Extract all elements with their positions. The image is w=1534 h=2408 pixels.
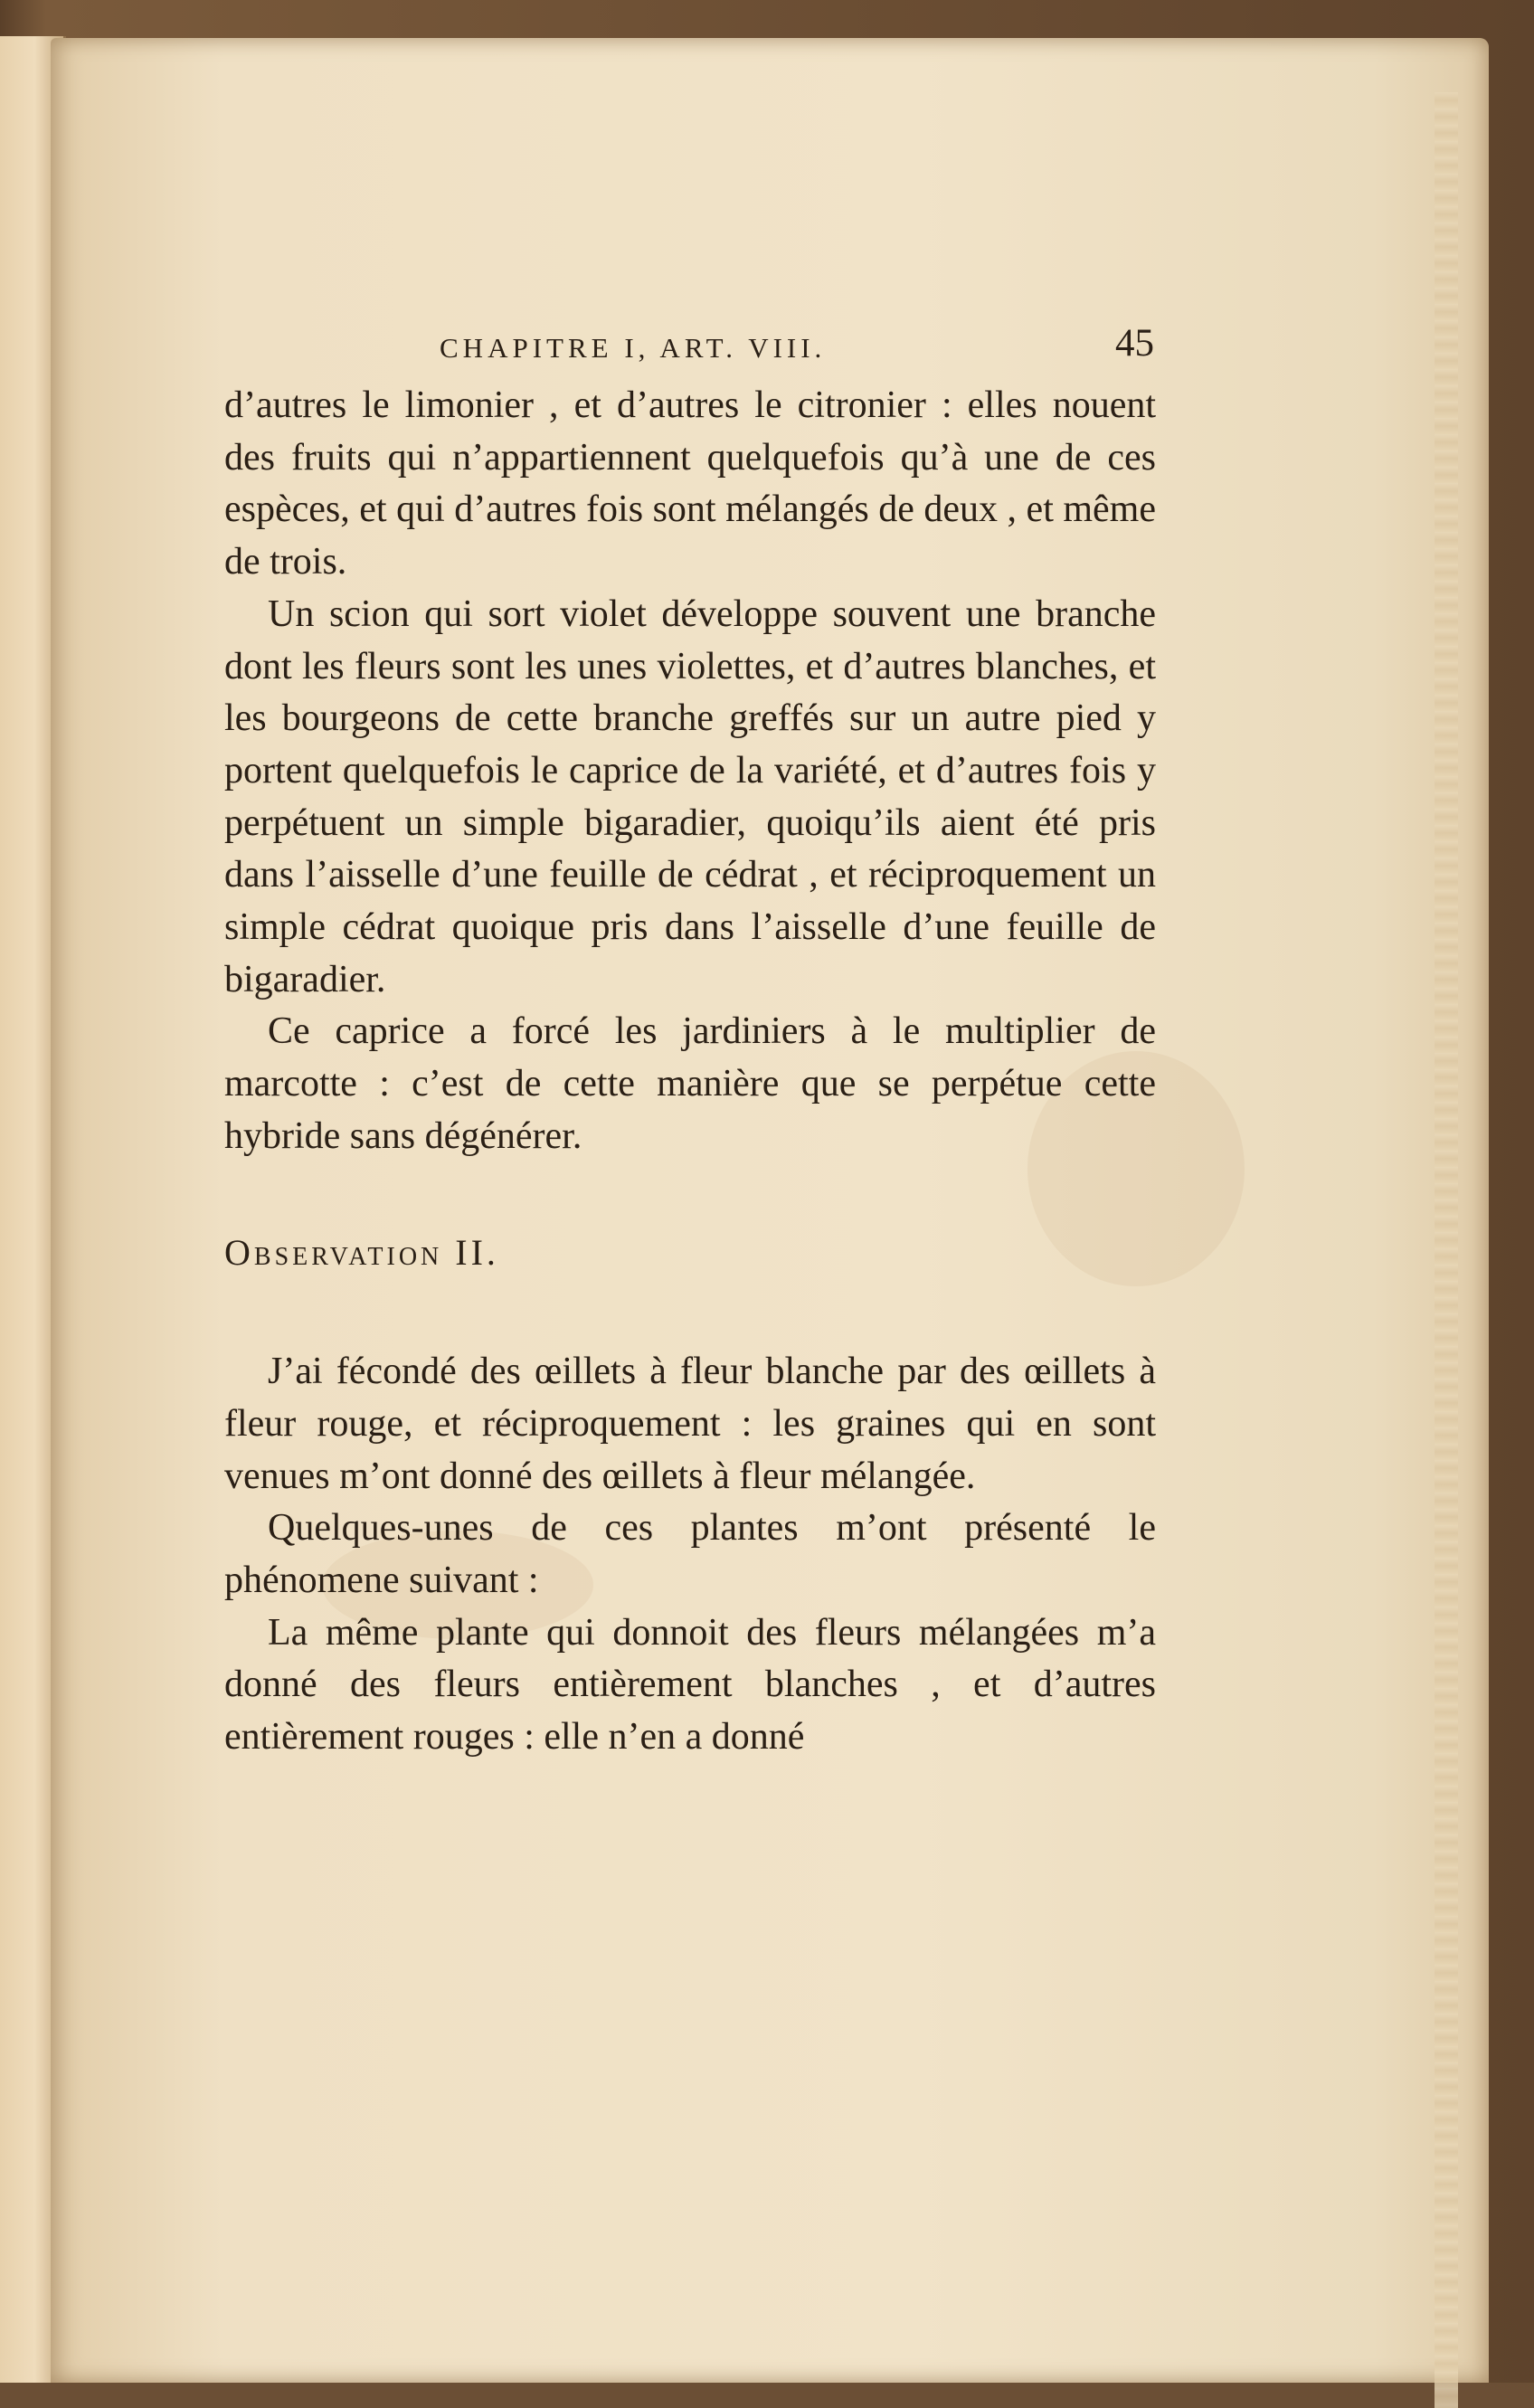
paragraph: J’ai fécondé des œillets à fleur blanche par des œillets à fleur rouge, et réciproquement : les graines qui en sont venues m’ont donné des œillets à fleur mélangée. [224, 1351, 1156, 1497]
paragraph: d’autres le limonier , et d’autres le citronier : elles nouent des fruits qui n’appartiennent quelquefois qu’à une de ces espèces, et qui d’autres fois sont mélangés de deux , et même de trois. [224, 384, 1156, 583]
paragraph: Quelques-unes de ces plantes m’ont présenté le phénomene suivant : [224, 1507, 1156, 1602]
paragraph: La même plante qui donnoit des fleurs mélangées m’a donné des fleurs entièrement blanches , et d’autres entièrement rouges : elle n’en a donné [224, 1611, 1156, 1759]
section-heading: Observation II. [224, 1231, 499, 1273]
paragraph: Ce caprice a forcé les jardiniers à le multiplier de marcotte : c’est de cette manière que se perpétue cette hybride sans dégénérer. [224, 1010, 1156, 1157]
page-number: 45 [1115, 322, 1154, 365]
paragraph: Un scion qui sort violet développe souvent une branche dont les fleurs sont les unes violettes, et d’autres blanches, et les bourgeons de cette branche greffés sur un autre pied y portent quelquefois le caprice de la variété, et d’autres fois y perpétuent un simple bigaradier, quoiqu’ils aient été pris dans l’aisselle d’une feuille de cédrat , et réciproquement un simple cédrat quoique pris dans l’aisselle d’une feuille de bigaradier. [224, 593, 1156, 1000]
running-title: CHAPITRE I, ART. VIII. [440, 332, 827, 364]
body-text [224, 380, 1156, 1764]
running-head [223, 321, 1154, 375]
deckled-page-edge [1435, 92, 1458, 2408]
